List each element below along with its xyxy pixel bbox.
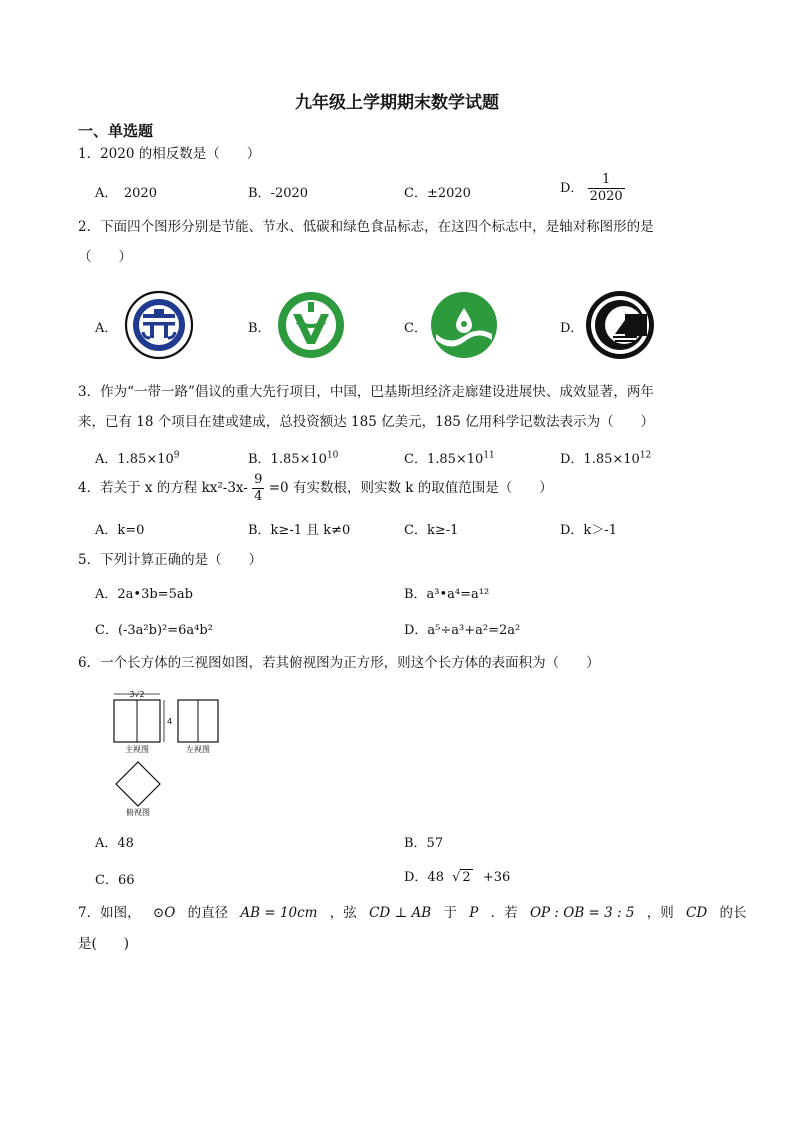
q7-text: ，弦 [329, 905, 357, 921]
q7-text: 的直径 [187, 905, 229, 921]
q7-text: ．若 [490, 905, 518, 921]
fig-left-label: 左视图 [186, 745, 210, 754]
q4-fraction [252, 472, 264, 505]
q3-option-d [560, 448, 651, 467]
question-2-stem-cont: （ ） [78, 249, 132, 265]
q5-option-d: D．a⁵÷a³+a²=2a² [404, 623, 521, 638]
q7-text: ，则 [646, 905, 674, 921]
q6-option-d [404, 866, 510, 885]
three-views-figure [108, 688, 238, 822]
q1-option-d-fraction [588, 172, 625, 205]
q3-option-c-base: C．1.85×10 [404, 452, 484, 467]
q5-option-c: C．(-3a²b)²=6a⁴b² [95, 623, 213, 638]
fig-dim-top: 3√2 [129, 690, 145, 699]
section-heading: 一、单选题 [78, 122, 154, 140]
question-2-stem: 2．下面四个图形分别是节能、节水、低碳和绿色食品标志，在这四个标志中，是轴对称图形的是 [78, 219, 654, 235]
question-6-stem: 6．一个长方体的三视图如图，若其俯视图为正方形，则这个长方体的表面积为（ ） [78, 655, 600, 671]
question-7-line-2: 是( ) [78, 936, 130, 952]
q4-stem-pre: 4．若关于 x 的方程 kx²-3x- [78, 480, 248, 496]
question-7-line-1 [78, 903, 747, 923]
fraction-denominator: 2020 [589, 189, 623, 204]
q1-option-d [560, 172, 625, 205]
page-title: 九年级上学期期末数学试题 [295, 93, 499, 113]
sqrt-symbol: √ 2 [452, 870, 471, 885]
q3-option-b-base: B．1.85×10 [248, 452, 327, 467]
q5-option-b: B．a³•a⁴=a¹² [404, 587, 490, 602]
q5-option-a: A．2a•3b=5ab [95, 587, 193, 602]
q4-option-a: A．k=0 [95, 523, 145, 538]
q3-option-a-base: A．1.85×10 [95, 452, 174, 467]
energy-saving-logo-icon [124, 290, 194, 360]
q3-option-b [248, 448, 338, 467]
q3-option-a-exp: 9 [173, 450, 180, 461]
question-5-stem: 5．下列计算正确的是（ ） [78, 552, 263, 568]
q6-option-c: C．66 [95, 873, 135, 888]
q7-math-ab: AB = 10cm [240, 905, 318, 921]
q1-option-c: C．±2020 [404, 186, 471, 201]
q3-option-d-base: D．1.85×10 [560, 452, 640, 467]
q7-math-p: P [469, 905, 479, 921]
fraction-numerator: 9 [254, 472, 263, 487]
q2-option-c: C． [404, 321, 427, 336]
green-food-logo-icon [585, 290, 655, 360]
q6-option-d-post: +36 [482, 870, 511, 885]
q3-option-b-exp: 10 [326, 450, 339, 461]
question-3-line-2: 来，已有 18 个项目在建或建成，总投资额达 185 亿美元，185 亿用科学记数法表示为（ ） [78, 414, 655, 430]
q1-option-b: B．-2020 [248, 186, 309, 201]
q7-math-cd: CD [686, 905, 708, 921]
q3-option-c [404, 448, 495, 467]
q4-option-c: C．k≥-1 [404, 523, 459, 538]
q2-option-d: D． [560, 321, 584, 336]
q7-text: 7．如图， [78, 905, 141, 921]
fig-dim-side: 4 [167, 717, 173, 726]
q7-math-cd-perp: CD ⊥ AB [369, 905, 432, 921]
q2-option-b: B． [248, 321, 271, 336]
q4-stem-post: =0 有实数根，则实数 k 的取值范围是（ ） [268, 480, 553, 496]
q3-option-a [95, 448, 180, 467]
q1-option-a: A． 2020 [95, 186, 157, 201]
q6-option-d-pre: D．48 [404, 870, 444, 885]
q7-math-ratio: OP : OB = 3 : 5 [529, 905, 635, 921]
question-3-line-1: 3．作为“一带一路”倡议的重大先行项目，中国，巴基斯坦经济走廊建设进展快、成效显著，两年 [78, 384, 654, 400]
fraction-denominator: 4 [254, 489, 263, 504]
q7-math-circle: ⊙O [152, 905, 176, 921]
q3-option-c-exp: 11 [483, 450, 495, 461]
q7-text: 的长 [719, 905, 747, 921]
q6-option-a: A．48 [95, 836, 134, 851]
q4-option-b: B．k≥-1 且 k≠0 [248, 523, 351, 538]
q2-option-a: A． [95, 321, 118, 336]
q6-option-b: B．57 [404, 836, 444, 851]
q1-option-d-label: D． [560, 181, 584, 196]
question-1-stem: 1．2020 的相反数是（ ） [78, 146, 261, 162]
water-saving-logo-icon [277, 290, 345, 360]
q3-option-d-exp: 12 [639, 450, 652, 461]
low-carbon-logo-icon [430, 290, 498, 360]
question-4-stem [78, 472, 553, 505]
q7-text: 于 [443, 905, 457, 921]
fig-top-label: 俯视图 [126, 808, 150, 817]
q4-option-d: D．k＞-1 [560, 523, 617, 538]
sqrt-radicand: 2 [462, 870, 471, 885]
fraction-numerator: 1 [588, 172, 625, 189]
fig-front-label: 主视图 [125, 745, 149, 754]
